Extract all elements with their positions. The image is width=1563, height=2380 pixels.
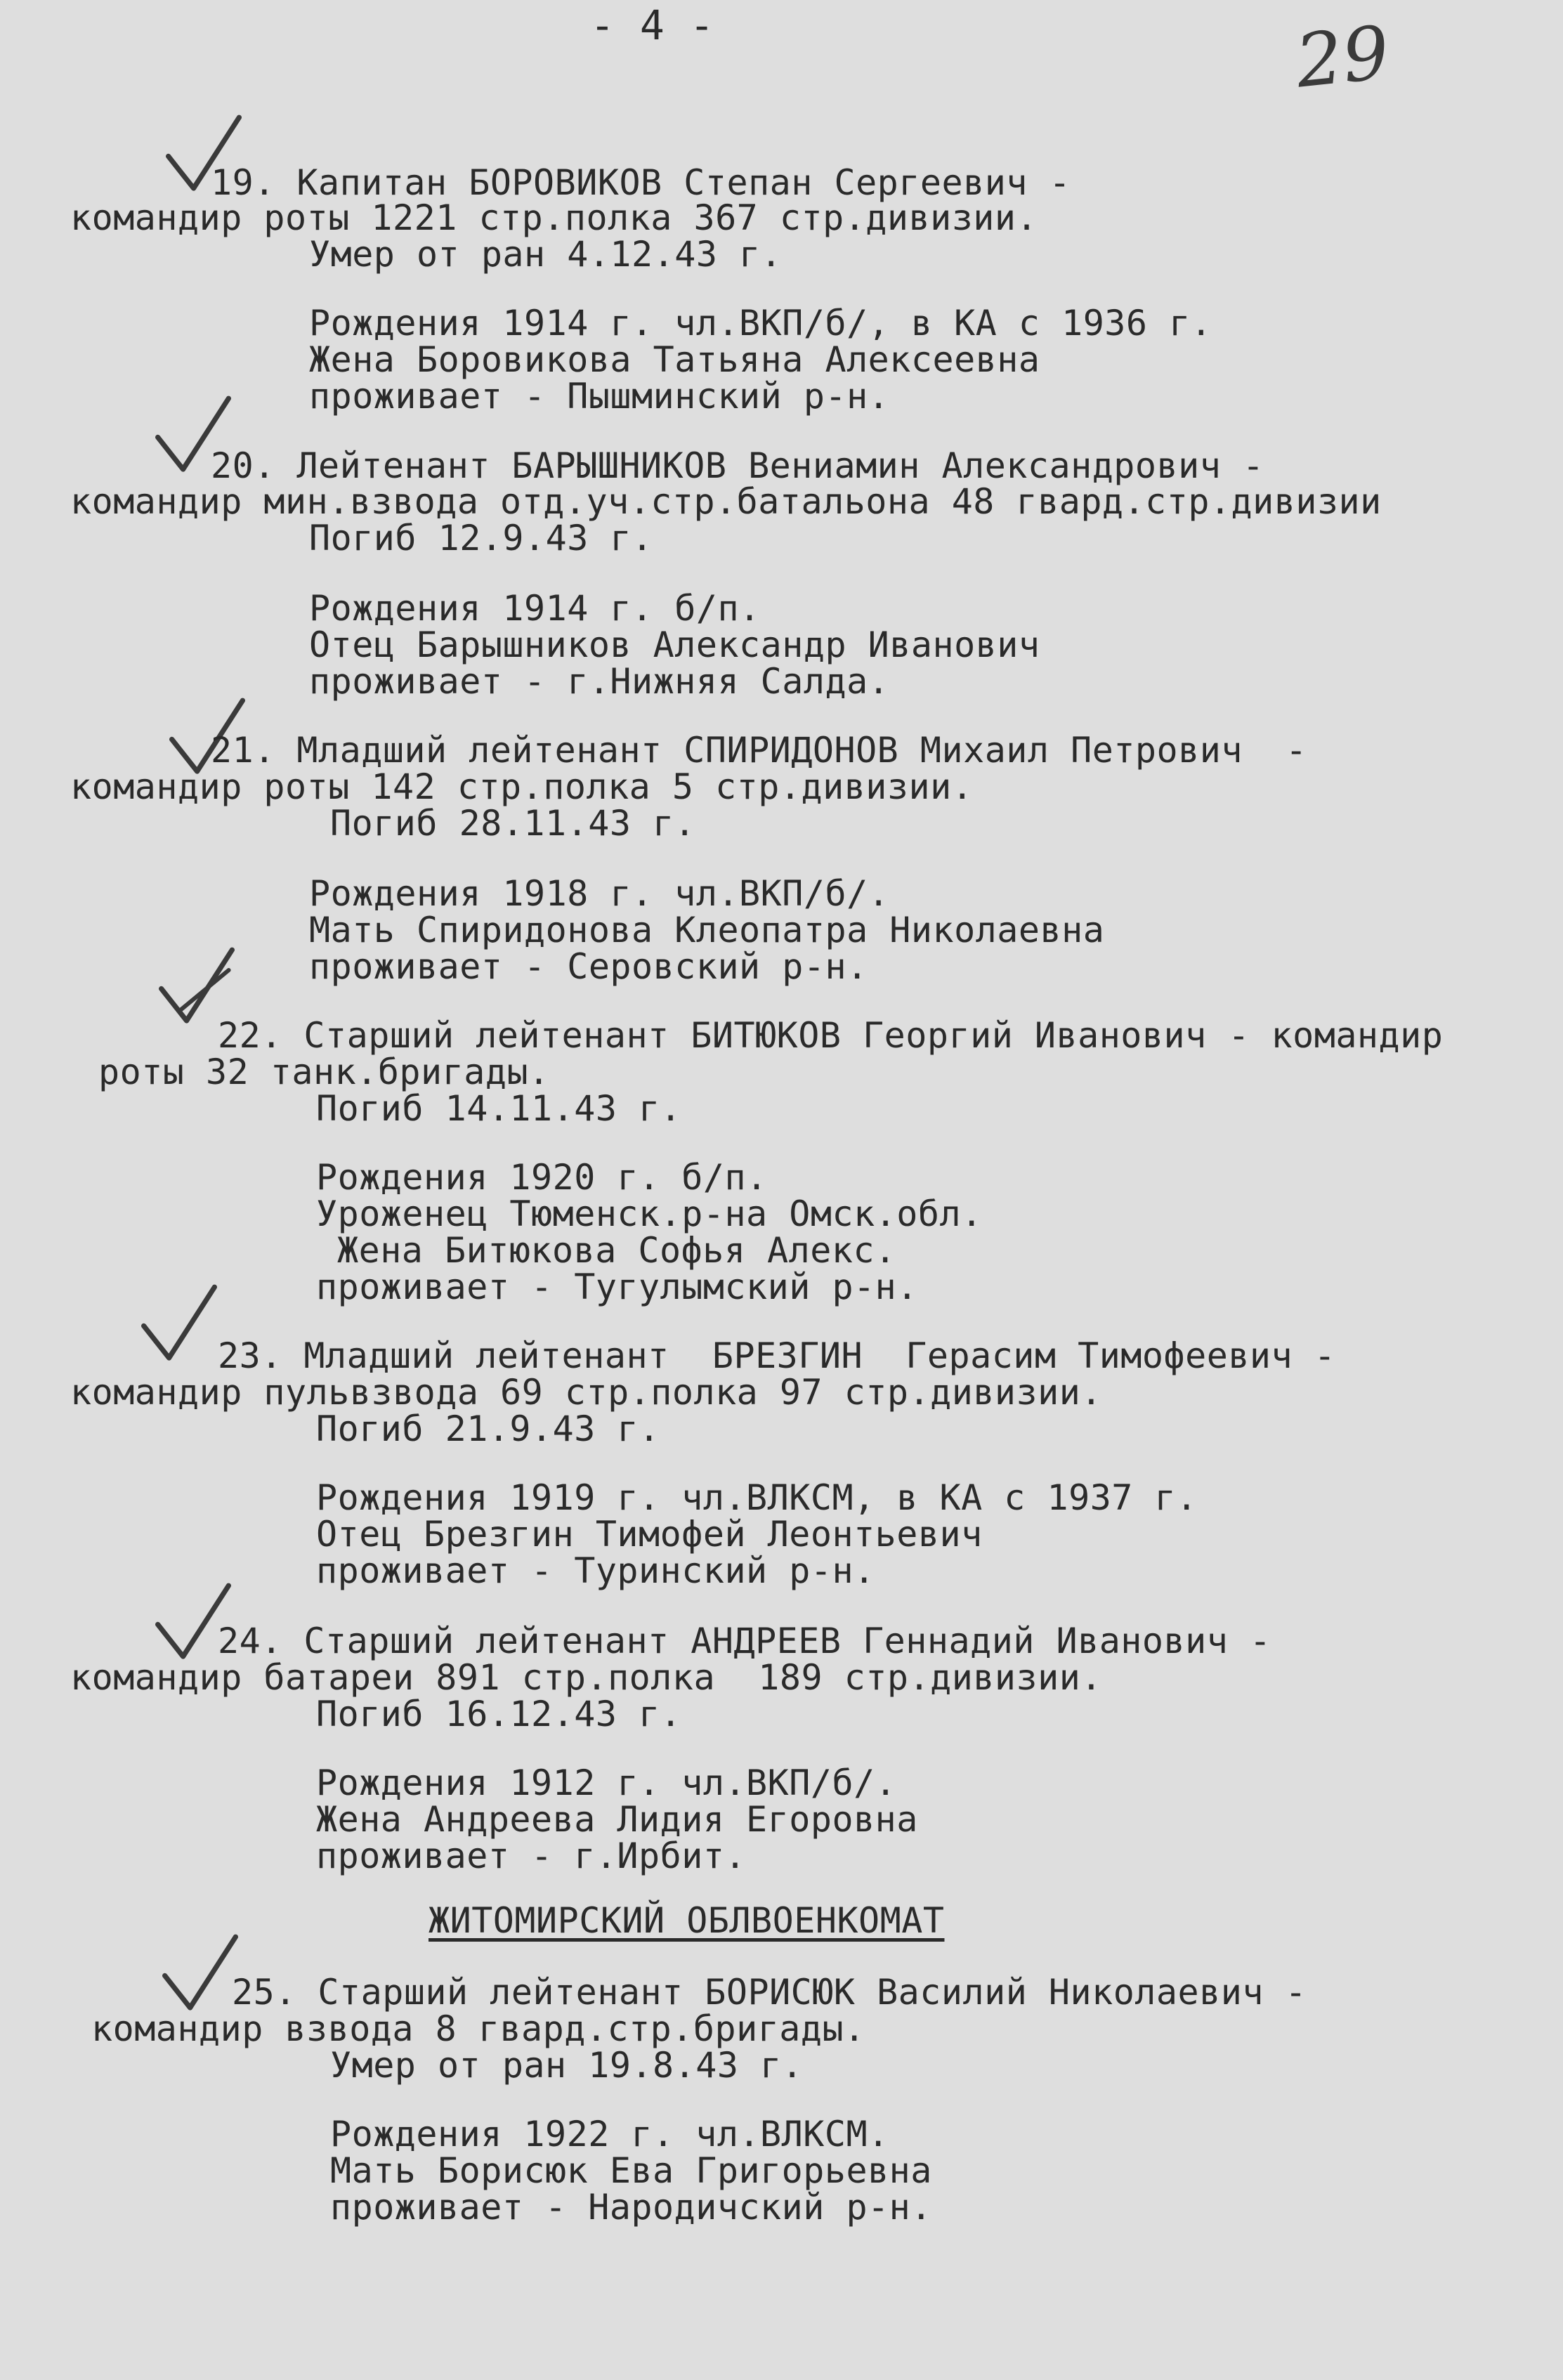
entry-23-line-2: командир пульвзвода 69 стр.полка 97 стр.дивизии. bbox=[70, 1372, 1102, 1413]
entry-22-line-5: Уроженец Тюменск.р-на Омск.обл. bbox=[316, 1194, 983, 1234]
entry-24-line-5: Жена Андреева Лидия Егоровна bbox=[316, 1799, 918, 1840]
entry-21-line-6: проживает - Серовский р-н. bbox=[309, 946, 868, 987]
entry-25-line-3: Умер от ран 19.8.43 г. bbox=[330, 2045, 804, 2086]
entry-23-line-1: 23. Младший лейтенант БРЕЗГИН Герасим Тимофеевич - bbox=[218, 1335, 1336, 1376]
entry-25-line-1: 25. Старший лейтенант БОРИСЮК Василий Николаевич - bbox=[232, 1972, 1307, 2013]
entry-24-line-6: проживает - г.Ирбит. bbox=[316, 1836, 747, 1876]
entry-20-line-1: 20. Лейтенант БАРЫШНИКОВ Вениамин Александрович - bbox=[211, 445, 1264, 486]
entry-25-line-4: Рождения 1922 г. чл.ВЛКСМ. bbox=[330, 2114, 889, 2155]
entry-21-line-4: Рождения 1918 г. чл.ВКП/б/. bbox=[309, 873, 890, 914]
entry-20-line-4: Рождения 1914 г. б/п. bbox=[309, 588, 761, 629]
entry-24-line-1: 24. Старший лейтенант АНДРЕЕВ Геннадий Иванович - bbox=[218, 1621, 1271, 1661]
entry-20-line-5: Отец Барышников Александр Иванович bbox=[309, 625, 1040, 665]
entry-22-line-7: проживает - Тугулымский р-н. bbox=[316, 1267, 918, 1307]
entry-20-line-2: командир мин.взвода отд.уч.стр.батальона 48 гвард.стр.дивизии bbox=[70, 481, 1382, 522]
entry-21-line-5: Мать Спиридонова Клеопатра Николаевна bbox=[309, 910, 1105, 950]
entry-19-line-2: командир роты 1221 стр.полка 367 стр.дивизии. bbox=[70, 197, 1038, 238]
entry-22-line-4: Рождения 1920 г. б/п. bbox=[316, 1157, 768, 1198]
entry-19-line-3: Умер от ран 4.12.43 г. bbox=[309, 234, 783, 275]
entry-23-line-3: Погиб 21.9.43 г. bbox=[316, 1408, 660, 1449]
entry-24-line-2: командир батареи 891 стр.полка 189 стр.дивизии. bbox=[70, 1657, 1102, 1698]
section-heading: ЖИТОМИРСКИЙ ОБЛВОЕНКОМАТ bbox=[429, 1900, 945, 1941]
entry-24-line-4: Рождения 1912 г. чл.ВКП/б/. bbox=[316, 1763, 897, 1803]
page-number: - 4 - bbox=[590, 1, 715, 49]
entry-22-line-1: 22. Старший лейтенант БИТЮКОВ Георгий Иванович - командир bbox=[218, 1015, 1444, 1056]
entry-19-line-4: Рождения 1914 г. чл.ВКП/б/, в КА с 1936 г. bbox=[309, 303, 1212, 344]
entry-19-line-1: 19. Капитан БОРОВИКОВ Степан Сергеевич - bbox=[211, 162, 1071, 203]
entry-21-line-3: Погиб 28.11.43 г. bbox=[330, 803, 696, 844]
entry-20-line-3: Погиб 12.9.43 г. bbox=[309, 518, 653, 558]
entry-25-line-6: проживает - Народичский р-н. bbox=[330, 2187, 932, 2228]
entry-21-line-1: 21. Младший лейтенант СПИРИДОНОВ Михаил Петрович - bbox=[211, 730, 1307, 771]
entry-22-line-3: Погиб 14.11.43 г. bbox=[316, 1088, 682, 1129]
entry-21-line-2: командир роты 142 стр.полка 5 стр.дивизии. bbox=[70, 766, 974, 807]
entry-23-line-5: Отец Брезгин Тимофей Леонтьевич bbox=[316, 1514, 983, 1555]
checkmark-icon bbox=[133, 1282, 225, 1366]
entry-22-line-6: Жена Битюкова Софья Алекс. bbox=[337, 1230, 896, 1271]
entry-19-line-6: проживает - Пышминский р-н. bbox=[309, 376, 890, 417]
entry-23-line-6: проживает - Туринский р-н. bbox=[316, 1550, 875, 1591]
entry-22-line-2: роты 32 танк.бригады. bbox=[98, 1052, 550, 1092]
entry-25-line-2: командир взвода 8 гвард.стр.бригады. bbox=[91, 2008, 865, 2049]
folio-number: 29 bbox=[1291, 9, 1394, 105]
entry-20-line-6: проживает - г.Нижняя Салда. bbox=[309, 661, 890, 702]
entry-19-line-5: Жена Боровикова Татьяна Алексеевна bbox=[309, 339, 1040, 380]
entry-25-line-5: Мать Борисюк Ева Григорьевна bbox=[330, 2150, 932, 2191]
entry-23-line-4: Рождения 1919 г. чл.ВЛКСМ, в КА с 1937 г. bbox=[316, 1477, 1198, 1518]
entry-24-line-3: Погиб 16.12.43 г. bbox=[316, 1694, 682, 1734]
